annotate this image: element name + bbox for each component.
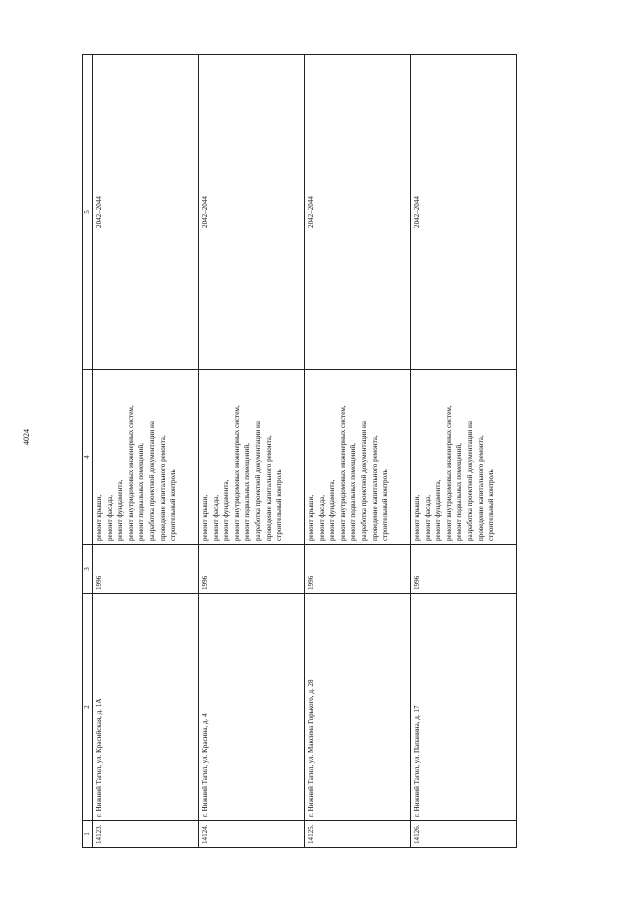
work-item: строительный контроль — [381, 469, 390, 541]
work-item: ремонт крыши, — [307, 494, 315, 541]
page-number: 4024 — [22, 429, 31, 445]
work-item: ремонт фундамента, — [434, 479, 443, 541]
work-item: строительный контроль — [169, 469, 178, 541]
work-item: ремонт внутридомовых инженерных систем, — [232, 405, 241, 541]
year-cell: 1996 — [199, 545, 305, 594]
work-item: ремонт внутридомовых инженерных систем, — [338, 405, 347, 541]
work-item: ремонт фундамента, — [328, 479, 337, 541]
period-cell: 2042–2044 — [305, 55, 411, 370]
work-item: разработка проектной документации на — [147, 421, 156, 541]
period-cell: 2042–2044 — [93, 55, 199, 370]
works-cell — [305, 370, 411, 545]
work-item: ремонт внутридомовых инженерных систем, — [444, 405, 453, 541]
header-col-4: 4 — [83, 370, 93, 545]
work-item: строительный контроль — [487, 469, 496, 541]
table-row — [411, 55, 517, 848]
header-row — [83, 55, 93, 848]
year-cell: 1996 — [93, 545, 199, 594]
address-cell: г. Нижний Тагил, ул. Красина, д. 4 — [199, 594, 305, 821]
work-item: проведение капитального ремонта, — [370, 435, 379, 541]
header-col-1: 1 — [83, 821, 93, 848]
repair-schedule-table — [82, 54, 517, 848]
work-item: ремонт фасада, — [211, 494, 220, 541]
row-number: 14126. — [411, 821, 517, 848]
work-item: строительный контроль — [275, 469, 284, 541]
work-item: ремонт фасада, — [105, 494, 114, 541]
row-number: 14125. — [305, 821, 411, 848]
works-cell — [411, 370, 517, 545]
work-item: ремонт фундамента, — [222, 479, 231, 541]
work-item: разработка проектной документации на — [465, 421, 474, 541]
work-item: ремонт фасада, — [423, 494, 432, 541]
work-item: ремонт фасада, — [317, 494, 326, 541]
work-item: ремонт внутридомовых инженерных систем, — [126, 405, 135, 541]
work-item: разработка проектной документации на — [359, 421, 368, 541]
address-cell: г. Нижний Тагил, ул. Папанина, д. 17 — [411, 594, 517, 821]
work-item: разработка проектной документации на — [253, 421, 262, 541]
works-cell — [199, 370, 305, 545]
row-number: 14124. — [199, 821, 305, 848]
work-item: проведение капитального ремонта, — [264, 435, 273, 541]
address-cell: г. Нижний Тагил, ул. Максима Горького, д. 28 — [305, 594, 411, 821]
year-cell: 1996 — [305, 545, 411, 594]
table-row — [199, 55, 305, 848]
work-item: ремонт крыши, — [201, 494, 209, 541]
work-item: ремонт подвальных помещений, — [137, 443, 146, 541]
year-cell: 1996 — [411, 545, 517, 594]
work-item: ремонт подвальных помещений, — [455, 443, 464, 541]
works-cell — [93, 370, 199, 545]
period-cell: 2042–2044 — [199, 55, 305, 370]
table-body — [93, 55, 517, 848]
work-item: ремонт крыши, — [413, 494, 421, 541]
work-item: ремонт крыши, — [95, 494, 103, 541]
period-cell: 2042–2044 — [411, 55, 517, 370]
work-item: проведение капитального ремонта, — [476, 435, 485, 541]
header-col-5: 5 — [83, 55, 93, 370]
row-number: 14123. — [93, 821, 199, 848]
work-item: ремонт подвальных помещений, — [243, 443, 252, 541]
work-item: проведение капитального ремонта, — [158, 435, 167, 541]
address-cell: г. Нижний Тагил, ул. Красийская, д. 1А — [93, 594, 199, 821]
header-col-2: 2 — [83, 594, 93, 821]
work-item: ремонт фундамента, — [116, 479, 125, 541]
rotated-table-container — [82, 80, 508, 848]
table-row — [93, 55, 199, 848]
header-col-3: 3 — [83, 545, 93, 594]
table-row — [305, 55, 411, 848]
work-item: ремонт подвальных помещений, — [349, 443, 358, 541]
